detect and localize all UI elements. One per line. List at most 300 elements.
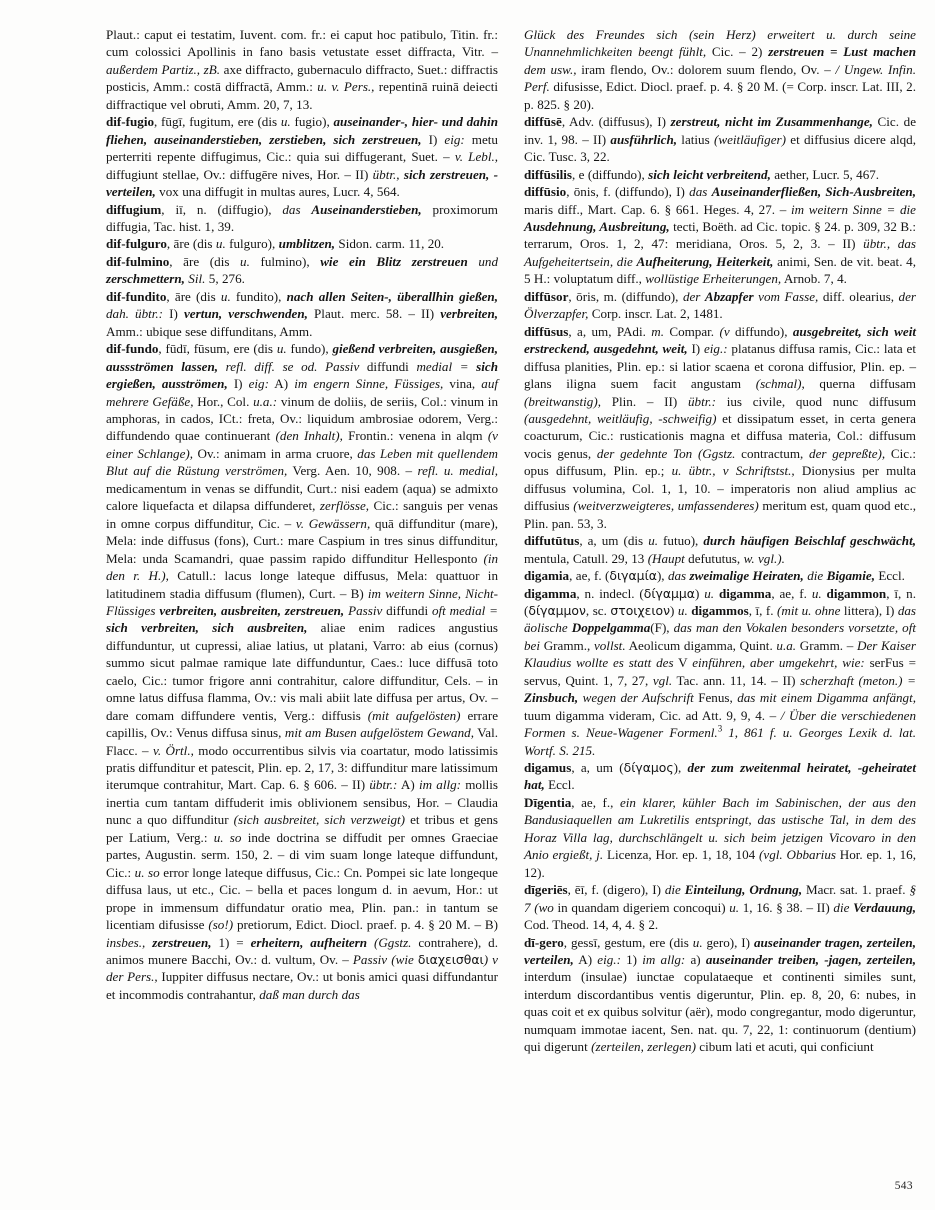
- entry-text-run: im allg:: [642, 952, 686, 968]
- entry-text-run: u.: [276, 341, 287, 357]
- entry-text-run: Sidon. carm. 11, 20.: [335, 236, 445, 252]
- entry-text-run: (so!): [208, 917, 234, 933]
- entry-text-run: δίγαμος: [623, 760, 674, 776]
- left-text-column: [106, 26, 498, 1166]
- entry-text-run: (vgl. Obbarius: [759, 847, 836, 863]
- entry-text-run: daß man durch das: [259, 986, 360, 1002]
- entry-text-run: erheitern, aufheitern: [250, 934, 374, 950]
- entry-text-run: Corp. inscr. Lat. 2, 1481.: [588, 306, 723, 322]
- entry-text-run: interdum (insulae) iunctae copulataeque et continenti similes sunt, interdum discordantibus ventis digeruntur, Plin. ep. 8, 20, 6: nubes, in quas coit et ex quibus solvitur (aër), modo congregantur, modo digeruntur, numquam immotae iacent, Sen. nat. qu. 7, 22, 1: continuorum (dentium) qui digerunt: [524, 969, 916, 1055]
- entry-text-run: , ī, f.: [748, 602, 778, 618]
- entry-text-run: , iī, n. (diffugio),: [161, 201, 283, 217]
- entry-text-run: contrahere), d. animos munere Bacchi, Ov.: d. vultum, Ov. –: [106, 934, 498, 968]
- entry-text-run: 5, 276.: [205, 271, 245, 287]
- entry-text-run: Glück des Freundes sich (sein Herz) erweitert u. durch seine Unannehmlichkeiten beengt fühlt,: [524, 27, 916, 60]
- entry-text-run: (sich ausbreitet, sich verzweigt): [233, 812, 406, 828]
- entry-text-run: et dissipatum esset, in certa genera coacturum, Cic.: rusticationis magna et diffusa materia, Col.: diffusum vocis genus,: [524, 410, 916, 461]
- entry-text-run: , a, um (: [571, 760, 624, 776]
- entry-text-run: der zum zweitenmal heiratet, -geheiratet hat,: [524, 760, 916, 793]
- entry-text-run: Aufheiterung, Heiterkeit,: [636, 253, 774, 269]
- entry-text-run: διγαμία: [609, 568, 657, 584]
- entry-text-run: u. so: [134, 864, 160, 880]
- entry-text-run: (v: [719, 323, 730, 339]
- entry-text-run: A): [573, 952, 598, 968]
- entry-text-run: das: [689, 184, 712, 200]
- entry-text-run: δίγαμμον: [528, 602, 586, 618]
- entry-text-run: 1, 16. § 38. – II): [739, 899, 834, 915]
- dictionary-entry: [524, 759, 916, 794]
- entry-text-run: u.a.: [776, 637, 797, 653]
- entry-text-run: der gedehnte Ton (Ggstz.: [596, 445, 736, 461]
- entry-text-run: querna diffusam: [804, 376, 916, 392]
- entry-text-run: et tribus et gens per Latium, Verg.:: [106, 812, 498, 845]
- entry-text-run: mollis inertia cum tantam diffuderit imis oblivionem sensibus, Hor. – Claudia nunc a quo diffunditur: [106, 777, 498, 828]
- entry-text-run: das äolische: [524, 602, 917, 636]
- entry-text-run: , āre (dis: [166, 236, 216, 252]
- entry-text-run: , fūgī, fugitum, ere (dis: [154, 114, 281, 130]
- dictionary-entry: [524, 183, 916, 288]
- entry-text-run: 1, 861 f. u. Georges Lexik d. lat. Wortf. S. 215.: [524, 725, 916, 758]
- entry-text-run: eig:: [444, 131, 465, 147]
- entry-text-run: Plaut. merc. 58. – II): [307, 306, 441, 322]
- entry-text-run: (den Inhalt),: [275, 428, 343, 444]
- entry-text-run: proximorum diffugia, Tac. hist. 1, 39.: [106, 201, 498, 234]
- entry-text-run: im weitern Sinne, Nicht-Flüssiges: [106, 585, 498, 618]
- entry-text-run: , n. indecl. (: [576, 585, 644, 601]
- dictionary-entry: [106, 201, 498, 236]
- entry-text-run: mit am Busen aufgelöstem Gewand,: [284, 725, 474, 741]
- entry-text-run: u.: [677, 602, 688, 618]
- entry-text-run: , ōnis, f. (diffundo), I): [566, 184, 690, 200]
- entry-text-run: (in den r. H.),: [106, 550, 498, 584]
- page-number: 543: [894, 1180, 913, 1192]
- entry-text-run: , sc.: [585, 602, 611, 618]
- dictionary-entry: [524, 166, 916, 183]
- entry-text-run: διαχεισθαι: [417, 952, 484, 968]
- entry-text-run: vgl.: [652, 672, 673, 688]
- entry-text-run: digammos: [691, 602, 749, 618]
- dictionary-entry: [524, 288, 916, 323]
- entry-text-run: / Über die verschiedenen Formen s. Neue-Wagener Formenl.: [524, 707, 916, 741]
- entry-text-run: 1): [620, 952, 643, 968]
- entry-text-run: animi, Sen. de vit. beat. 4, 5 H.: voluptatum diff.,: [524, 253, 916, 287]
- entry-text-run: Abzapfer: [704, 288, 759, 304]
- entry-text-run: dem usw.,: [524, 61, 577, 77]
- entry-text-run: ein klarer, kühler Bach im Sabinischen, der aus den Bandusiaquellen am Lukretilis entspringt, das ustische Tal, in dem des Horaz Villa lag, durchschlängelt u. sich beim jetzigen Vicovaro in den Anio ergießt, j.: [524, 794, 916, 863]
- entry-text-run: diffugiunt stellae, Ov.: diffugēre nives, Hor. – II): [106, 166, 373, 182]
- entry-text-run: diffūsor: [524, 288, 569, 304]
- entry-text-run: auseinander tragen, zerteilen, verteilen,: [524, 934, 916, 968]
- entry-text-run: ): [670, 602, 678, 618]
- entry-text-run: Cic.: opus diffusum, Plin. ep.;: [524, 445, 916, 479]
- entry-text-run: (ausgedehnt, weitläufig, -schweifig): [524, 410, 717, 426]
- entry-text-run: δίγαμμα: [643, 585, 695, 601]
- entry-text-run: u.: [648, 533, 659, 549]
- entry-text-run: eig.:: [703, 341, 728, 357]
- entry-text-run: serFus = servus, Quint. 1, 7, 27,: [524, 655, 916, 688]
- entry-text-run: Auseinanderstieben,: [311, 201, 422, 217]
- dictionary-entry: [106, 253, 498, 288]
- entry-text-run: quā diffunditur (mare), Mela: inde diffusus (fons), Curt.: mare Caspium in tres sinus diffunditur, Mela: unda Scamandri, quae passim rapido diffunditur Hellesponto: [106, 515, 499, 566]
- entry-text-run: u.: [280, 114, 291, 130]
- entry-text-run: Passiv (wie: [352, 952, 418, 968]
- entry-text-run: digammon: [826, 585, 887, 601]
- entry-text-run: 3: [717, 723, 723, 734]
- entry-text-run: Macr. sat. 1. praef.: [802, 882, 910, 898]
- dictionary-entry: [524, 585, 916, 760]
- entry-text-run: maris diff., Mart. Cap. 6. § 661. Heges. 4, 27. –: [524, 201, 791, 217]
- entry-text-run: (zerteilen, zerlegen): [591, 1039, 696, 1055]
- entry-text-run: refl. u. medial,: [417, 463, 498, 479]
- entry-text-run: Fenus,: [693, 690, 738, 706]
- entry-text-run: eig.:: [597, 952, 621, 968]
- entry-text-run: u.: [240, 253, 250, 269]
- entry-text-run: verbreiten,: [440, 306, 499, 322]
- entry-text-run: Auseinanderfließen, Sich-Ausbreiten,: [711, 184, 916, 200]
- entry-text-run: u.: [704, 585, 715, 601]
- text-columns: [106, 26, 916, 1166]
- entry-text-run: einführen, aber umgekehrt, wie:: [692, 655, 865, 671]
- entry-text-run: die: [803, 568, 827, 584]
- entry-text-run: sich ergießen, ausströmen,: [106, 358, 498, 392]
- entry-text-run: die: [664, 882, 685, 898]
- entry-text-run: I): [227, 376, 249, 392]
- entry-text-run: wollüstige Erheiterungen,: [645, 271, 782, 287]
- entry-text-run: Ausdehnung, Ausbreitung,: [524, 218, 670, 234]
- dictionary-entry: [106, 26, 498, 113]
- entry-text-run: Cod. Theod. 14, 4, 4. § 2.: [524, 917, 659, 933]
- entry-text-run: dī-gero: [524, 934, 564, 950]
- entry-text-run: das Leben mit quellendem Blut auf die Rüstung verströmen,: [106, 445, 499, 479]
- entry-text-run: Cic.: sanguis per venas in omne corpus diffunditur, Cic. –: [106, 498, 498, 531]
- entry-text-run: Amm.: ubique sese diffunditans, Amm.: [106, 323, 313, 339]
- entry-text-run: medicamentum in venas se diffundit, Curt.: nisi eadem (aqua) se admixto calore liquefacta et dilapsa diffunderet,: [106, 480, 498, 514]
- entry-text-run: Eccl.: [544, 777, 575, 793]
- entry-text-run: digamia: [524, 568, 570, 584]
- entry-text-run: dah. übtr.:: [106, 306, 164, 322]
- entry-text-run: übtr., das Aufgeheitertsein, die: [524, 236, 916, 269]
- entry-text-run: Iuppiter diffusus nectare, Ov.: ut bonis amici quasi diffundantur et incommodis contrahantur,: [106, 969, 498, 1002]
- entry-text-run: digamma: [524, 585, 577, 601]
- entry-text-run: Frontin.: venena in alqm: [342, 428, 488, 444]
- entry-text-run: tuum digamma videram, Cic. ad Att. 9, 9, 4. –: [524, 707, 781, 723]
- entry-text-run: u.: [220, 288, 231, 304]
- entry-text-run: sich leicht verbreitend,: [648, 166, 771, 182]
- entry-text-run: aether, Lucr. 5, 467.: [770, 166, 880, 182]
- entry-text-run: errare capillis, Ov.: Venus diffusa sinus,: [106, 707, 499, 741]
- entry-text-run: vollst.: [593, 637, 626, 653]
- entry-text-run: oft medial =: [431, 602, 498, 618]
- entry-text-run: , ēī, f. (digero), I): [567, 882, 665, 898]
- entry-text-run: sich verbreiten, sich ausbreiten,: [106, 620, 308, 636]
- dictionary-entry: [106, 288, 498, 340]
- entry-text-run: digamus: [524, 760, 572, 776]
- entry-text-run: fundito),: [230, 288, 287, 304]
- entry-text-run: (Haupt: [647, 550, 685, 566]
- entry-text-run: (mit aufgelösten): [367, 707, 461, 723]
- entry-text-run: und: [478, 253, 498, 269]
- entry-text-run: tecti, Boëth. ad Cic. topic. § 24. p. 309, 32 B.: terrarum, Oros. 1, 2, 47: meridiana, Oros. 5, 2, 3. – II): [524, 218, 917, 252]
- entry-text-run: der Ölverzapfer,: [524, 288, 916, 322]
- entry-text-run: diffūsus: [524, 323, 569, 339]
- entry-text-run: diffundi: [382, 602, 432, 618]
- entry-text-run: zerstreuen,: [152, 934, 212, 950]
- entry-text-run: modo occurrentibus silvis via coartatur, modo latissimis pratis diffunditur et patescit, Plin. ep. 2, 17, 3: diffunditur mare latissimum iterumque contrahitur, Mart. Cap. 6. § 606. – II): [106, 742, 498, 793]
- entry-text-run: scherzhaft (meton.) =: [800, 672, 916, 688]
- entry-text-run: Verg. Aen. 10, 908. –: [287, 463, 418, 479]
- entry-text-run: m.: [651, 323, 664, 339]
- entry-text-run: übtr.,: [372, 166, 400, 182]
- entry-text-run: diffundi: [359, 358, 417, 374]
- entry-text-run: u. übtr., v Schriftstst.,: [671, 463, 795, 479]
- entry-text-run: , ōris, m. (diffundo),: [568, 288, 683, 304]
- entry-text-run: dif-fugio: [106, 114, 155, 130]
- entry-text-run: vom Fasse,: [758, 288, 819, 304]
- dictionary-entry: [524, 323, 916, 532]
- entry-text-run: Der Kaiser Klaudius wollte es statt des: [524, 637, 916, 671]
- entry-text-run: , fūdī, fūsum, ere (dis: [158, 341, 277, 357]
- entry-text-run: ),: [673, 760, 688, 776]
- entry-text-run: Dīgentia: [524, 794, 572, 810]
- entry-text-run: diffūsio: [524, 184, 567, 200]
- entry-text-run: dīgeriēs: [524, 882, 568, 898]
- entry-text-run: v. Lebl.,: [454, 149, 498, 165]
- entry-text-run: Val. Flacc. –: [106, 725, 498, 758]
- entry-text-run: wie ein Blitz zerstreuen: [320, 253, 479, 269]
- entry-text-run: στοιχειον: [610, 602, 671, 618]
- entry-text-run: zerstreuen = Lust machen: [768, 44, 916, 60]
- entry-text-run: iram flendo, Ov.: dolorem suum flendo, Ov. –: [576, 61, 836, 77]
- dictionary-entry: [524, 567, 916, 584]
- entry-text-run: 1) =: [211, 934, 251, 950]
- entry-text-run: I): [421, 131, 445, 147]
- entry-text-run: axe diffracto, gubernaculo diffracto, Suet.: diffractis posticis, Amm.: costā diffractā, Amm.:: [106, 61, 498, 95]
- entry-text-run: fugio),: [290, 114, 334, 130]
- entry-text-run: vina,: [443, 376, 482, 392]
- entry-text-run: auseinander-, hier- und dahin fliehen, auseinanderstieben, zerstieben, sich zerstreuen,: [106, 114, 498, 147]
- entry-text-run: , a, um (dis: [579, 533, 649, 549]
- entry-text-run: fulguro),: [225, 236, 279, 252]
- entry-text-run: die: [833, 899, 854, 915]
- entry-text-run: auf mehrere Gefäße,: [106, 376, 499, 409]
- entry-text-run: , āre (dis: [169, 253, 241, 269]
- entry-text-run: durch häufigen Beischlaf geschwächt,: [703, 533, 916, 549]
- entry-text-run: der: [682, 288, 705, 304]
- entry-text-run: Doppelgamma: [571, 620, 651, 636]
- entry-text-run: u.: [729, 899, 740, 915]
- entry-text-run: das mit einem Digamma anfängt,: [737, 690, 916, 706]
- entry-text-run: § 7 (wo: [524, 882, 916, 915]
- entry-text-run: digamma: [718, 585, 772, 601]
- entry-text-run: et diffusius dicere alqd, Cic. Tusc. 3, 22.: [524, 131, 916, 165]
- entry-text-run: im allg:: [418, 777, 462, 793]
- entry-text-run: das: [667, 568, 690, 584]
- entry-text-run: diffūsilis: [524, 166, 573, 182]
- entry-text-run: V: [673, 655, 693, 671]
- entry-text-run: u.: [215, 236, 226, 252]
- entry-text-run: ),: [656, 568, 668, 584]
- entry-text-run: I): [687, 341, 704, 357]
- entry-text-run: Dionysius per multa diffusus volumina, Col. 1, 1, 10. – imperatoris non aliud amplius ac diffusius: [524, 463, 916, 514]
- dictionary-entry: [524, 113, 916, 165]
- entry-text-run: , gessī, gestum, ere (dis: [563, 934, 693, 950]
- entry-text-run: refl. diff. se od. Passiv: [218, 358, 360, 374]
- entry-text-run: Catull.: lacus longe lateque diffusus, Mela: quattuor in latitudinem stadia diffusum (flumen), Curt. – B): [106, 568, 498, 601]
- entry-text-run: Bigamie,: [826, 568, 875, 584]
- entry-text-run: dif-fundito: [106, 288, 167, 304]
- entry-text-run: cibum lati et acuti, qui conficiunt: [695, 1039, 874, 1055]
- entry-text-run: im engern Sinne, Füssiges,: [294, 376, 444, 392]
- entry-text-run: Sil.: [184, 271, 206, 287]
- entry-text-run: platanus diffusa ramis, Cic.: lata et diffusa planities, Plin. ep.: si latior scaena et corona diffusior, Plin. ep. – glans iligna suem facit angustam: [524, 341, 916, 392]
- entry-text-run: defututus,: [684, 550, 744, 566]
- entry-text-run: , ae, f. (: [569, 568, 610, 584]
- dictionary-entry: [106, 113, 498, 200]
- entry-text-run: im weitern Sinne = die: [790, 201, 916, 217]
- entry-text-run: Verdauung,: [853, 899, 917, 915]
- entry-text-run: Gramm.,: [540, 637, 594, 653]
- entry-text-run: gero), I): [702, 934, 754, 950]
- entry-text-run: A): [268, 376, 295, 392]
- entry-text-run: fundo),: [286, 341, 333, 357]
- entry-text-run: (F),: [650, 620, 674, 636]
- entry-text-run: diff. olearius,: [818, 288, 899, 304]
- entry-text-run: zweimalige Heiraten,: [689, 568, 804, 584]
- dictionary-entry: [524, 532, 916, 567]
- entry-text-run: medial =: [416, 358, 477, 374]
- entry-text-run: , ī, n. (: [524, 585, 916, 618]
- entry-text-run: u.a.:: [253, 393, 278, 409]
- entry-text-run: latius: [677, 131, 714, 147]
- entry-text-run: ) v der Pers.,: [106, 952, 498, 985]
- entry-text-run: pretiorum, Edict. Diocl. praef. p. 4. § 20 M. – B): [233, 917, 498, 933]
- entry-text-run: Gramm. –: [796, 637, 857, 653]
- entry-text-run: littera), I): [840, 602, 898, 618]
- entry-text-run: meritum est, quam quod etc., Plin. pan. 53, 3.: [524, 498, 917, 531]
- entry-text-run: Cic. de inv. 1, 98. – II): [524, 114, 917, 147]
- entry-text-run: (Ggstz.: [373, 934, 412, 950]
- entry-text-run: error longe lateque diffusus, Cic.: Cn. Pompei sic late longeque diffusa laus, ut etc., Cic. – bella et paces longum d. in aevum, Hor.: ut prope in immensum diffundatur oratio mea, Plin. pan.: in tantum se licentiam difusisse: [106, 864, 498, 933]
- entry-text-run: übtr.:: [369, 777, 398, 793]
- entry-text-run: Plaut.: caput ei testatim, Iuvent. com. fr.: ei caput hoc patibulo, Titin. fr.: cum colossici Apollinis in fano basis vetustate esset diffracta, Vitr. –: [106, 27, 498, 60]
- entry-text-run: ausgebreitet, sich weit erstreckend, ausgedehnt, weit,: [524, 323, 916, 357]
- entry-text-run: I): [163, 306, 184, 322]
- entry-text-run: w. vgl.).: [743, 550, 785, 566]
- entry-text-run: dif-fulmino: [106, 253, 170, 269]
- entry-text-run: u.: [692, 934, 703, 950]
- entry-text-run: insbes.,: [106, 934, 146, 950]
- entry-text-run: das man den Vokalen besonders vorsetzte, oft bei: [524, 620, 917, 653]
- entry-text-run: , a, um, PAdi.: [568, 323, 652, 339]
- entry-text-run: zerstreut, nicht im Zusammenhange,: [670, 114, 873, 130]
- entry-text-run: dif-fulguro: [106, 236, 167, 252]
- entry-text-run: auseinander treiben, -jagen, zerteilen,: [705, 952, 916, 968]
- entry-text-run: u. v. Pers.,: [317, 79, 375, 95]
- entry-text-run: , Adv. (diffusus), I): [561, 114, 671, 130]
- entry-text-run: (weitverzweigteres, umfassenderes): [573, 498, 759, 514]
- entry-text-run: (schmal),: [755, 376, 805, 392]
- entry-text-run: , ae, f.: [771, 585, 812, 601]
- entry-text-run: dif-fundo: [106, 341, 159, 357]
- entry-text-run: Passiv: [344, 602, 383, 618]
- entry-text-run: Zinsbuch,: [524, 690, 579, 706]
- entry-text-run: diffundo),: [729, 323, 793, 339]
- entry-text-run: inde doctrina se diffudit per omnes Graeciae partes, Augustin. serm. 150, 2. – di vim suam longe lateque diffundunt, Cic.:: [106, 829, 499, 880]
- entry-text-run: mentula, Catull. 29, 13: [524, 550, 648, 566]
- entry-text-run: contractum,: [735, 445, 810, 461]
- entry-text-run: difusisse, Edict. Diocl. praef. p. 4. § 20 M. (= Corp. inscr. Lat. III, 2. p. 825. § 20).: [524, 79, 916, 112]
- entry-text-run: fulmino),: [249, 253, 321, 269]
- entry-text-run: umblitzen,: [278, 236, 336, 252]
- entry-text-run: (v einer Schlange),: [106, 428, 498, 461]
- entry-text-run: diffutūtus: [524, 533, 580, 549]
- entry-text-run: u.: [811, 585, 822, 601]
- entry-text-run: aliae enim radices angustius diffunduntur, ut cupressi, aliae latius, ut platani, Varro: ab eius (cornus) summo sicut palmae ramique late diffunduntur, Caes.: luce diffusā toto caelo, Cic.: tumor frigore anni contrahitur, calore diffunditur, Cels. – in omne latus diffusa flamma, Ov.: vis mali abiit late diffusa per artus, Ov. – dare comam diffundere ventis, Verg.: diffusis: [106, 620, 498, 723]
- entry-text-run: zerflösse,: [319, 498, 370, 514]
- entry-text-run: gießend verbreiten, ausgießen, aussströmen lassen,: [106, 341, 498, 374]
- entry-text-run: Licenza, Hor. ep. 1, 18, 104: [603, 847, 760, 863]
- entry-text-run: Eccl.: [874, 568, 905, 584]
- entry-text-run: der gepreßte),: [809, 445, 886, 461]
- entry-text-run: ): [694, 585, 705, 601]
- entry-text-run: vertun, verschwenden,: [183, 306, 308, 322]
- entry-text-run: , ae, f.,: [571, 794, 620, 810]
- entry-text-run: , e (diffundo),: [572, 166, 649, 182]
- entry-text-run: futuo),: [658, 533, 704, 549]
- dictionary-entry: [106, 340, 498, 1003]
- entry-text-run: Plin. – II): [600, 393, 688, 409]
- dictionary-entry: [524, 934, 916, 1056]
- entry-text-run: , āre (dis: [166, 288, 221, 304]
- entry-text-run: Compar.: [663, 323, 720, 339]
- entry-text-run: Ov.: animam in arma cruore,: [193, 445, 358, 461]
- entry-text-run: u. so: [213, 829, 242, 845]
- entry-text-run: ius civile, quod nunc diffusum: [715, 393, 917, 409]
- entry-text-run: in quandam digeriem concoqui): [553, 899, 730, 915]
- right-text-column: [524, 26, 916, 1166]
- entry-text-run: zerschmettern,: [106, 271, 185, 287]
- entry-text-run: vinum de doliis, de seriis, Col.: vinum in amphoras, in cados, ICt.: freta, Ov.: liquidum ambrosiae odorem, Verg.: diffundendo quae continuerant: [106, 393, 498, 444]
- entry-text-run: diffugium: [106, 201, 162, 217]
- entry-text-run: Arnob. 7, 4.: [781, 271, 847, 287]
- entry-text-run: / Ungew. Infin. Perf.: [524, 61, 917, 95]
- entry-text-run: Hor. ep. 1, 16, 12).: [524, 847, 916, 880]
- entry-text-run: sich zerstreuen, -verteilen,: [106, 166, 498, 200]
- entry-text-run: Hor., Col.: [193, 393, 254, 409]
- entry-text-run: wegen der Aufschrift: [578, 690, 694, 706]
- entry-text-run: (weitläufiger): [713, 131, 786, 147]
- entry-text-run: Cic. – 2): [706, 44, 769, 60]
- entry-text-run: (mit u. ohne: [777, 602, 841, 618]
- dictionary-entry: [106, 235, 498, 252]
- entry-text-run: diffūsē: [524, 114, 562, 130]
- entry-text-run: (breitwanstig),: [524, 393, 601, 409]
- entry-text-run: A): [397, 777, 419, 793]
- entry-text-run: v. Gewässern,: [295, 515, 371, 531]
- dictionary-entry: [524, 794, 916, 881]
- entry-text-run: Aeolicum digamma, Quint.: [625, 637, 777, 653]
- entry-text-run: repentinā ruinā deiecti diffractique vel obruti, Amm. 20, 7, 13.: [106, 79, 498, 112]
- entry-text-run: außerdem Partiz., zB.: [106, 61, 221, 77]
- entry-text-run: v. Örtl.,: [152, 742, 194, 758]
- entry-text-run: metu perterriti repente diffugimus, Cic.: quia sui diffugerant, Suet. –: [106, 131, 498, 165]
- entry-text-run: verbreiten, ausbreiten, zerstreuen,: [159, 602, 345, 618]
- entry-text-run: vox una diffugit in multas aures, Lucr. 4, 564.: [155, 184, 400, 200]
- entry-text-run: Einteilung, Ordnung,: [684, 882, 803, 898]
- dictionary-entry: [524, 26, 916, 113]
- entry-text-run: ausführlich,: [610, 131, 678, 147]
- entry-text-run: das: [282, 201, 312, 217]
